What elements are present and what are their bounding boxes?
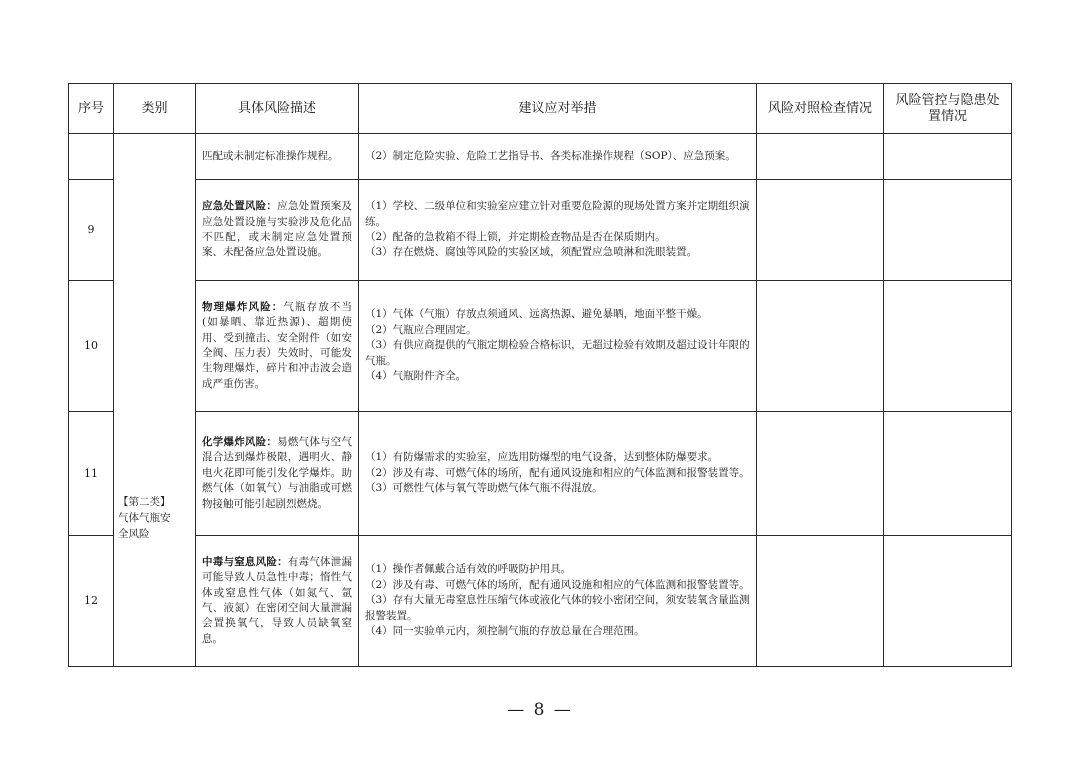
table-row — [69, 180, 1012, 281]
check-cell — [757, 281, 884, 412]
suggestion-item: （4）同一实验单元内，须控制气瓶的存放总量在合理范围。 — [365, 625, 645, 638]
suggestion-item: （4）气瓶附件齐全。 — [365, 370, 467, 383]
header-suggestion: 建议应对举措 — [359, 84, 757, 134]
table-row — [69, 536, 1012, 667]
suggestion-cell — [359, 134, 757, 180]
suggestion-item: （3）存在燃烧、腐蚀等风险的实验区域，须配置应急喷淋和洗眼装置。 — [365, 246, 698, 259]
risk-table — [68, 83, 1012, 667]
row-seq: 10 — [69, 281, 114, 412]
risk-desc — [196, 134, 359, 180]
risk-title: 物理爆炸风险： — [202, 300, 284, 313]
risk-title: 中毒与窒息风险： — [202, 555, 288, 568]
header-control-label: 风险管控与隐患处置情况 — [895, 92, 1000, 124]
risk-desc — [196, 180, 359, 281]
header-control — [884, 84, 1012, 134]
risk-text: 气瓶存放不当(如暴晒、靠近热源)、超期使用、受到撞击、安全附件（如安全阀、压力表）失效时，可能发生物理爆炸，碎片和冲击波会造成严重伤害。 — [202, 300, 352, 390]
risk-desc — [196, 536, 359, 667]
suggestion-item: （1）气体（气瓶）存放点须通风、远离热源、避免暴晒，地面平整干燥。 — [365, 308, 708, 321]
header-risk: 具体风险描述 — [196, 84, 359, 134]
header-check: 风险对照检查情况 — [757, 84, 884, 134]
suggestion-item: （1）有防爆需求的实验室，应选用防爆型的电气设备，达到整体防爆要求。 — [365, 451, 719, 464]
check-cell — [757, 536, 884, 667]
control-cell — [884, 536, 1012, 667]
suggestion-item: （2）涉及有毒、可燃气体的场所，配有通风设施和相应的气体监测和报警装置等。 — [365, 466, 750, 479]
suggestion-item: （2）气瓶应合理固定。 — [365, 323, 477, 336]
table-row — [69, 134, 1012, 180]
suggestion-item: （3）可燃性气体与氧气等助燃气体气瓶不得混放。 — [365, 482, 603, 495]
risk-text: 易燃气体与空气混合达到爆炸极限，遇明火、静电火花即可能引发化学爆炸。助燃气体（如氧气）与油脂或可燃物接触可能引起剧烈燃烧。 — [202, 435, 353, 510]
row-seq: 12 — [69, 536, 114, 667]
suggestion-item: （2）涉及有毒、可燃气体的场所，配有通风设施和相应的气体监测和报警装置等。 — [365, 578, 750, 591]
category-name: 气体气瓶安全风险 — [118, 512, 171, 540]
suggestion-cell — [359, 412, 757, 536]
risk-text: 应急处置预案及应急处置设施与实验涉及危化品不匹配，或未制定应急处置预案、未配备应急处置设施。 — [202, 200, 353, 259]
risk-desc — [196, 281, 359, 412]
control-cell — [884, 281, 1012, 412]
row-seq — [69, 134, 114, 180]
check-cell — [757, 180, 884, 281]
category-tag: 【第二类】 — [118, 496, 171, 508]
suggestion-item: （3）存有大量无毒窒息性压缩气体或液化气体的较小密闭空间，须安装氧含量监测报警装置。 — [365, 594, 750, 622]
suggestion-cell — [359, 536, 757, 667]
control-cell — [884, 180, 1012, 281]
control-cell — [884, 412, 1012, 536]
row-seq: 11 — [69, 412, 114, 536]
category-cell — [114, 134, 196, 667]
suggestion-item: （1）学校、二级单位和实验室应建立针对重要危险源的现场处置方案并定期组织演练。 — [365, 200, 750, 228]
risk-text: 有毒气体泄漏可能导致人员急性中毒；惰性气体或窒息性气体（如氮气、氩气、液氮）在密闭空间大量泄漏会置换氧气，导致人员缺氧窒息。 — [202, 555, 353, 645]
header-row — [69, 84, 1012, 134]
page-number: — 8 — — [507, 700, 573, 720]
risk-desc — [196, 412, 359, 536]
header-category: 类别 — [114, 84, 196, 134]
risk-title: 化学爆炸风险： — [202, 435, 278, 448]
risk-title: 应急处置风险： — [202, 200, 278, 213]
suggestion-cell — [359, 281, 757, 412]
row-seq: 9 — [69, 180, 114, 281]
check-cell — [757, 412, 884, 536]
suggestion-item: （2）制定危险实验、危险工艺指导书、各类标准操作规程（SOP）、应急预案。 — [365, 149, 736, 162]
table-row — [69, 412, 1012, 536]
suggestion-item: （3）有供应商提供的气瓶定期检验合格标识，无超过检验有效期及超过设计年限的气瓶。 — [365, 339, 750, 367]
table-row — [69, 281, 1012, 412]
risk-text: 匹配或未制定标准操作规程。 — [202, 149, 339, 162]
check-cell — [757, 134, 884, 180]
header-seq: 序号 — [69, 84, 114, 134]
control-cell — [884, 134, 1012, 180]
suggestion-cell — [359, 180, 757, 281]
suggestion-item: （2）配备的急救箱不得上锁，并定期检查物品是否在保质期内。 — [365, 231, 666, 243]
suggestion-item: （1）操作者佩戴合适有效的呼吸防护用具。 — [365, 563, 572, 576]
